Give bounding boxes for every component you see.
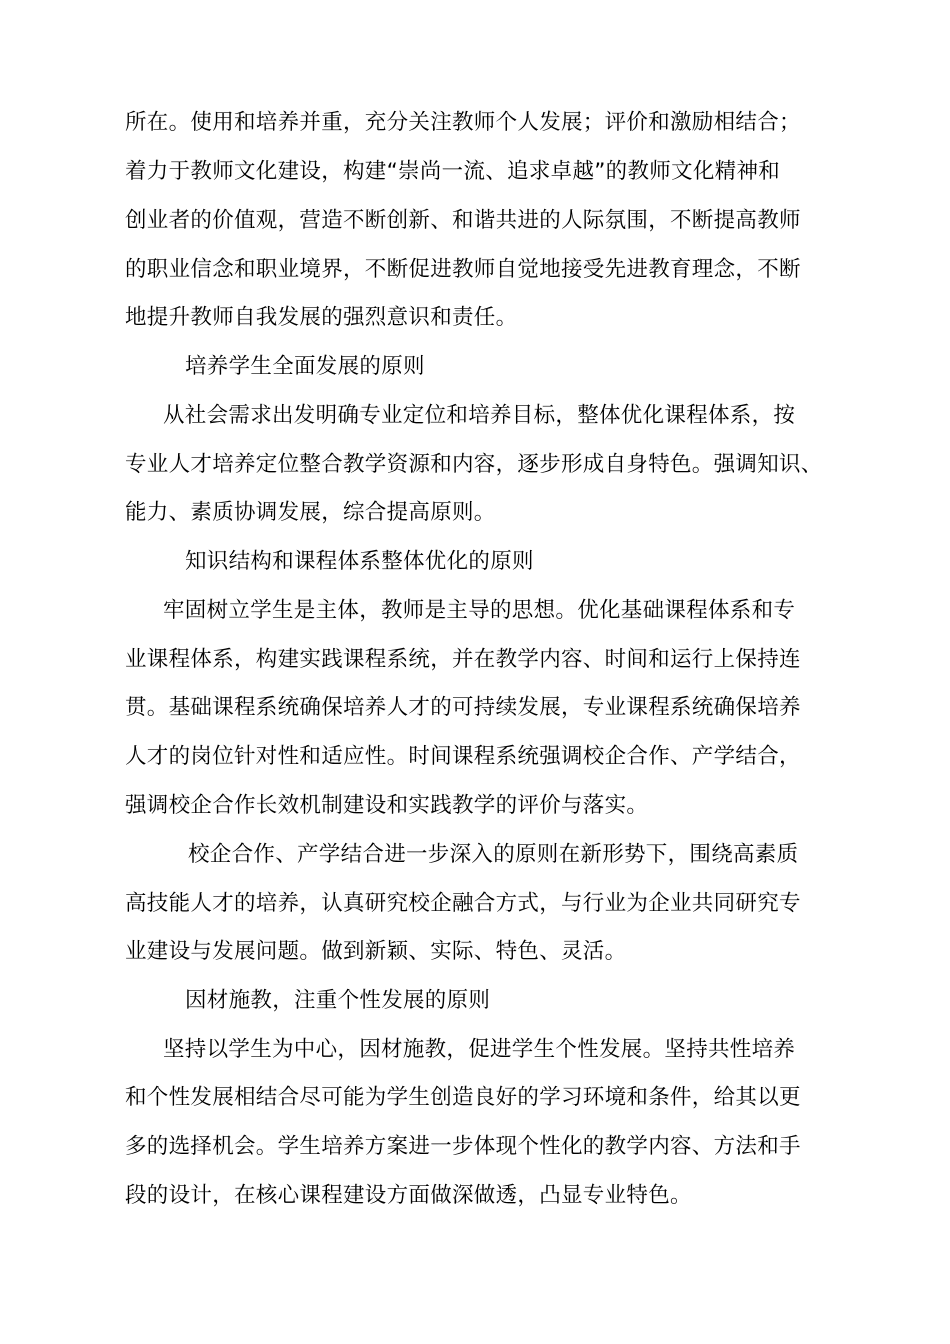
text-line-14: 人才的岗位针对性和适应性。时间课程系统强调校企合作、产学结合， xyxy=(125,744,801,769)
text-line-7: 从社会需求出发明确专业定位和培养目标，整体优化课程体系，按 xyxy=(163,403,796,428)
text-line-11: 牢固树立学生是主体，教师是主导的思想。优化基础课程体系和专 xyxy=(163,598,796,623)
text-line-13: 贯。基础课程系统确保培养人才的可持续发展，专业课程系统确保培养 xyxy=(125,695,801,720)
text-line-17: 高技能人才的培养，认真研究校企融合方式，与行业为企业共同研究专 xyxy=(125,891,801,916)
text-line-23: 段的设计，在核心课程建设方面做深做透，凸显专业特色。 xyxy=(125,1183,692,1208)
text-line-4: 的职业信念和职业境界，不断促进教师自觉地接受先进教育理念，不断 xyxy=(125,257,801,282)
text-line-3: 创业者的价值观，营造不断创新、和谐共进的人际氛围，不断提高教师 xyxy=(125,208,801,233)
section-heading: 因材施教，注重个性发展的原则 xyxy=(185,988,491,1013)
text-line-8: 专业人才培养定位整合教学资源和内容，逐步形成自身特色。强调知识、 xyxy=(125,452,823,477)
text-line-2: 着力于教师文化建设，构建“崇尚一流、追求卓越”的教师文化精神和 xyxy=(125,159,781,184)
text-line-16: 校企合作、产学结合进一步深入的原则在新形势下，围绕高素质 xyxy=(188,842,799,867)
text-line-9: 能力、素质协调发展，综合提高原则。 xyxy=(125,500,496,525)
text-line-18: 业建设与发展问题。做到新颖、实际、特色、灵活。 xyxy=(125,939,627,964)
text-line-20: 坚持以学生为中心，因材施教，促进学生个性发展。坚持共性培养 xyxy=(163,1037,796,1062)
text-line-1: 所在。使用和培养并重，充分关注教师个人发展；评价和激励相结合； xyxy=(125,110,801,135)
section-heading: 知识结构和课程体系整体优化的原则 xyxy=(185,549,534,574)
text-line-22: 多的选择机会。学生培养方案进一步体现个性化的教学内容、方法和手 xyxy=(125,1134,801,1159)
text-line-5: 地提升教师自我发展的强烈意识和责任。 xyxy=(125,305,518,330)
text-line-15: 强调校企合作长效机制建设和实践教学的评价与落实。 xyxy=(125,793,649,818)
text-line-12: 业课程体系，构建实践课程系统，并在教学内容、时间和运行上保持连 xyxy=(125,647,801,672)
text-line-21: 和个性发展相结合尽可能为学生创造良好的学习环境和条件，给其以更 xyxy=(125,1085,801,1110)
section-heading: 培养学生全面发展的原则 xyxy=(185,354,425,379)
